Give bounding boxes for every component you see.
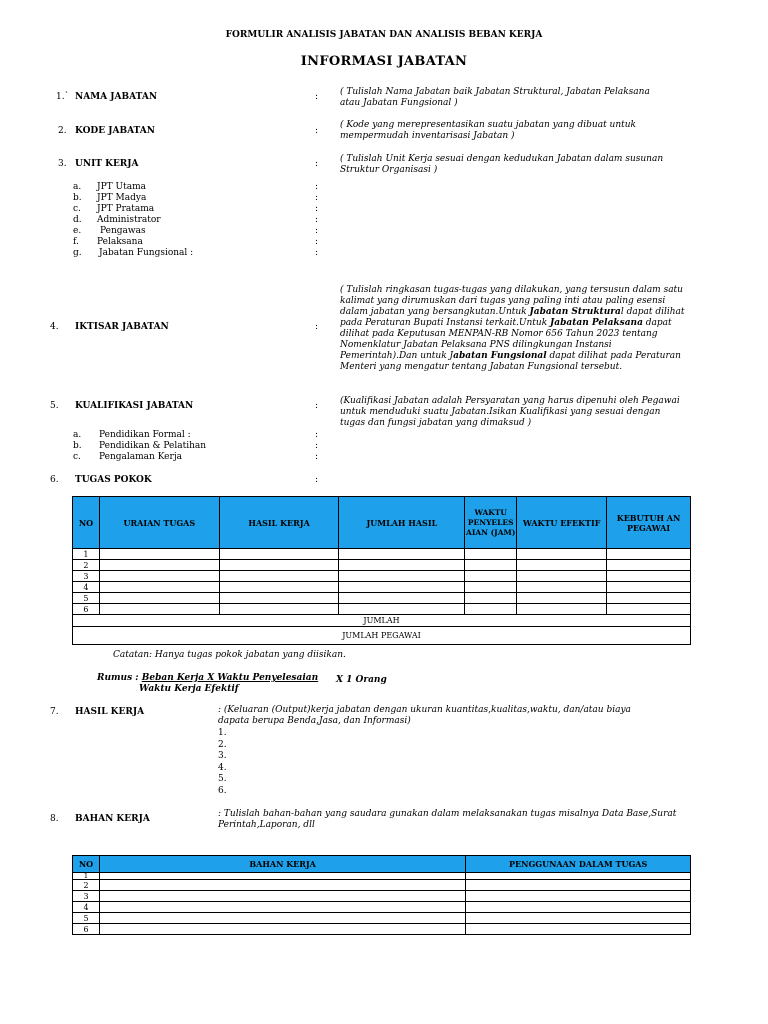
catatan-note: Catatan: Hanya tugas pokok jabatan yang diisikan.	[113, 650, 346, 660]
colon: :	[315, 441, 319, 451]
cell-waktu-penyelesaian[interactable]	[465, 571, 517, 582]
row-number: 4	[73, 902, 100, 913]
row-number: 5	[73, 593, 100, 604]
rumus-formula	[97, 673, 318, 683]
tugas-pokok-label: TUGAS POKOK	[75, 475, 152, 485]
cell-kebutuhan-pegawai[interactable]	[607, 571, 691, 582]
cell-hasil-kerja[interactable]	[219, 560, 339, 571]
iktisar-jabatan-label: IKTISAR JABATAN	[75, 322, 169, 332]
cell-hasil-kerja[interactable]	[219, 593, 339, 604]
rumus-numerator: Beban Kerja X Waktu Penyelesaian	[141, 673, 319, 683]
unit-kerja-note: ( Tulislah Unit Kerja sesuai dengan kedudukan Jabatan dalam susunan Struktur Organisasi )	[340, 154, 664, 175]
cell-penggunaan[interactable]	[466, 873, 691, 880]
item-number: 8.	[50, 814, 59, 824]
cell-jumlah-hasil[interactable]	[339, 593, 465, 604]
cell-bahan-kerja[interactable]	[99, 924, 465, 935]
jumlah-row	[73, 615, 691, 627]
cell-waktu-penyelesaian[interactable]	[465, 560, 517, 571]
row-number: 5	[73, 913, 100, 924]
cell-waktu-efektif[interactable]	[517, 604, 607, 615]
row-number: 3	[73, 891, 100, 902]
table-row	[73, 604, 691, 615]
kode-jabatan-note: ( Kode yang merepresentasikan suatu jabatan yang dibuat untuk mempermudah inventarisasi Jabatan )	[340, 120, 637, 141]
list-item: 6.	[218, 785, 227, 796]
table-row	[73, 549, 691, 560]
list-letter: b.	[73, 441, 82, 451]
row-number: 2	[73, 880, 100, 891]
tugas-pokok-table	[72, 496, 691, 645]
list-item: Pendidikan Formal :	[99, 430, 191, 440]
hasil-kerja-label: HASIL KERJA	[75, 707, 145, 717]
bahan-kerja-label: BAHAN KERJA	[75, 814, 150, 824]
colon: :	[315, 92, 319, 102]
list-item: 4.	[218, 762, 227, 773]
list-item: Pengalaman Kerja	[99, 452, 182, 462]
table-header-row	[73, 856, 691, 873]
list-item: Jabatan Fungsional :	[99, 248, 194, 258]
col-header-waktu-efektif: WAKTU EFEKTIF	[517, 497, 607, 549]
section-title: INFORMASI JABATAN	[300, 54, 468, 69]
col-header-jumlah-hasil: JUMLAH HASIL	[339, 497, 465, 549]
cell-penggunaan[interactable]	[466, 902, 691, 913]
table-row	[73, 902, 691, 913]
jumlah-label: JUMLAH	[73, 615, 691, 627]
hasil-kerja-note-2: dapata berupa Benda,Jasa, dan Informasi)	[218, 716, 411, 726]
colon: :	[315, 159, 319, 169]
col-header-no: NO	[73, 856, 100, 873]
cell-jumlah-hasil[interactable]	[339, 582, 465, 593]
cell-uraian-tugas[interactable]	[99, 582, 219, 593]
col-header-uraian-tugas: URAIAN TUGAS	[99, 497, 219, 549]
cell-bahan-kerja[interactable]	[99, 913, 465, 924]
cell-kebutuhan-pegawai[interactable]	[607, 549, 691, 560]
col-header-kebutuhan-pegawai: KEBUTUH AN PEGAWAI	[607, 497, 691, 549]
cell-uraian-tugas[interactable]	[99, 604, 219, 615]
jumlah-pegawai-row	[73, 627, 691, 645]
kualifikasi-jabatan-label: KUALIFIKASI JABATAN	[75, 401, 194, 411]
col-header-hasil-kerja: HASIL KERJA	[219, 497, 339, 549]
cell-waktu-efektif[interactable]	[517, 582, 607, 593]
colon: :	[315, 452, 319, 462]
colon: :	[315, 248, 319, 258]
colon: :	[315, 401, 319, 411]
table-row	[73, 913, 691, 924]
col-header-bahan-kerja: BAHAN KERJA	[99, 856, 465, 873]
col-header-waktu-penyelesaian: WAKTU PENYELES AIAN (JAM)	[465, 497, 517, 549]
cell-hasil-kerja[interactable]	[219, 582, 339, 593]
list-item: Pengawas	[100, 226, 146, 236]
cell-jumlah-hasil[interactable]	[339, 549, 465, 560]
table-row	[73, 924, 691, 935]
table-row	[73, 891, 691, 902]
cell-hasil-kerja[interactable]	[219, 604, 339, 615]
cell-hasil-kerja[interactable]	[219, 549, 339, 560]
bahan-kerja-note-1: : Tulislah bahan-bahan yang saudara gunakan dalam melaksanakan tugas misalnya Data Base,Surat	[218, 809, 677, 819]
cell-waktu-penyelesaian[interactable]	[465, 549, 517, 560]
list-item: 2.	[218, 739, 227, 750]
list-letter: d.	[73, 215, 82, 225]
iktisar-jabatan-note: ( Tulislah ringkasan tugas-tugas yang dilakukan, yang tersusun dalam satu kalimat yang dirumuskan dari tugas yang paling inti atau paling esensi dalam jabatan yang bersangkutan.Untuk Jabatan Struktural dapat dilihat pada Peraturan Bupati Instansi terkait.Untuk Jabatan Pelaksana dapat dilihat pada Keputusan MENPAN-RB Nomor 656 Tahun 2023 tentang Nomenklatur Jabatan Pelaksana PNS dilingkungan Instansi Pemerintah).Dan untuk Jabatan Fungsional dapat dilihat pada Peraturan Menteri yang mengatur tentang Jabatan Fungsional tersebut.	[340, 285, 685, 372]
colon: :	[315, 475, 319, 485]
form-title: FORMULIR ANALISIS JABATAN DAN ANALISIS BEBAN KERJA	[225, 30, 543, 40]
cell-penggunaan[interactable]	[466, 891, 691, 902]
row-number: 4	[73, 582, 100, 593]
rumus-multiplier: X 1 Orang	[336, 675, 387, 685]
bahan-kerja-table	[72, 855, 691, 935]
colon: :	[315, 215, 319, 225]
table-row	[73, 873, 691, 880]
cell-kebutuhan-pegawai[interactable]	[607, 582, 691, 593]
jumlah-pegawai-label: JUMLAH PEGAWAI	[73, 627, 691, 645]
bahan-kerja-note-2: Perintah,Laporan, dll	[218, 820, 315, 830]
list-item: 3.	[218, 751, 227, 761]
cell-kebutuhan-pegawai[interactable]	[607, 593, 691, 604]
cell-kebutuhan-pegawai[interactable]	[607, 604, 691, 615]
kode-jabatan-label: KODE JABATAN	[75, 126, 155, 136]
cell-waktu-efektif[interactable]	[517, 560, 607, 571]
colon: :	[315, 126, 319, 136]
list-item: Administrator	[97, 215, 161, 225]
item-number: 6.	[50, 475, 59, 485]
cell-uraian-tugas[interactable]	[99, 549, 219, 560]
list-letter: e.	[73, 226, 82, 236]
list-item: Pendidikan & Pelatihan	[99, 441, 207, 451]
list-item: JPT Pratama	[97, 204, 155, 214]
row-number: 2	[73, 560, 100, 571]
nama-jabatan-label: NAMA JABATAN	[75, 92, 158, 102]
rumus-label: Rumus :	[97, 673, 142, 683]
col-header-no: NO	[73, 497, 100, 549]
col-header-penggunaan: PENGGUNAAN DALAM TUGAS	[466, 856, 691, 873]
list-item: 5.	[218, 774, 227, 784]
item-number: 1.`	[56, 92, 70, 102]
cell-bahan-kerja[interactable]	[99, 873, 465, 880]
cell-bahan-kerja[interactable]	[99, 902, 465, 913]
table-row	[73, 880, 691, 891]
colon: :	[315, 226, 319, 236]
cell-uraian-tugas[interactable]	[99, 593, 219, 604]
cell-bahan-kerja[interactable]	[99, 891, 465, 902]
list-letter: b.	[73, 193, 82, 203]
cell-waktu-penyelesaian[interactable]	[465, 582, 517, 593]
item-number: 5.	[50, 401, 59, 411]
nama-jabatan-note: ( Tulislah Nama Jabatan baik Jabatan Struktural, Jabatan Pelaksana atau Jabatan Fungsional )	[340, 87, 650, 108]
list-letter: c.	[73, 204, 81, 214]
cell-waktu-penyelesaian[interactable]	[465, 604, 517, 615]
list-letter: f.	[73, 237, 79, 247]
colon: :	[315, 182, 319, 192]
list-item: Pelaksana	[97, 237, 143, 247]
item-number: 2.	[58, 126, 67, 136]
rumus-denominator: Waktu Kerja Efektif	[139, 684, 239, 694]
cell-penggunaan[interactable]	[466, 924, 691, 935]
colon: :	[315, 430, 319, 440]
table-row	[73, 582, 691, 593]
cell-uraian-tugas[interactable]	[99, 571, 219, 582]
table-row	[73, 571, 691, 582]
table-header-row	[73, 497, 691, 549]
cell-penggunaan[interactable]	[466, 880, 691, 891]
cell-waktu-efektif[interactable]	[517, 571, 607, 582]
item-number: 4.	[50, 322, 59, 332]
colon: :	[315, 193, 319, 203]
table-row	[73, 560, 691, 571]
cell-jumlah-hasil[interactable]	[339, 571, 465, 582]
row-number: 3	[73, 571, 100, 582]
cell-waktu-efektif[interactable]	[517, 549, 607, 560]
item-number: 7.	[50, 707, 59, 717]
item-number: 3.	[58, 159, 67, 169]
list-letter: g.	[73, 248, 82, 258]
row-number: 6	[73, 924, 100, 935]
unit-kerja-label: UNIT KERJA	[75, 159, 139, 169]
row-number: 6	[73, 604, 100, 615]
hasil-kerja-list	[218, 728, 227, 797]
table-row	[73, 593, 691, 604]
list-letter: c.	[73, 452, 81, 462]
list-item: JPT Madya	[97, 193, 147, 203]
kualifikasi-jabatan-note: (Kualifikasi Jabatan adalah Persyaratan yang harus dipenuhi oleh Pegawai untuk menduduki suatu Jabatan.Isikan Kualifikasi yang sesuai dengan tugas dan fungsi jabatan yang dimaksud )	[340, 396, 680, 428]
cell-hasil-kerja[interactable]	[219, 571, 339, 582]
cell-jumlah-hasil[interactable]	[339, 604, 465, 615]
list-item: JPT Utama	[97, 182, 146, 192]
list-letter: a.	[73, 182, 82, 192]
colon: :	[315, 204, 319, 214]
cell-bahan-kerja[interactable]	[99, 880, 465, 891]
hasil-kerja-note-1: : (Keluaran (Output)kerja jabatan dengan ukuran kuantitas,kualitas,waktu, dan/atau biaya	[218, 705, 631, 715]
colon: :	[315, 237, 319, 247]
row-number: 1	[73, 873, 100, 880]
list-letter: a.	[73, 430, 82, 440]
colon: :	[315, 322, 319, 332]
cell-penggunaan[interactable]	[466, 913, 691, 924]
cell-waktu-efektif[interactable]	[517, 593, 607, 604]
cell-jumlah-hasil[interactable]	[339, 560, 465, 571]
cell-waktu-penyelesaian[interactable]	[465, 593, 517, 604]
row-number: 1	[73, 549, 100, 560]
list-item: 1.	[218, 728, 227, 738]
cell-uraian-tugas[interactable]	[99, 560, 219, 571]
cell-kebutuhan-pegawai[interactable]	[607, 560, 691, 571]
